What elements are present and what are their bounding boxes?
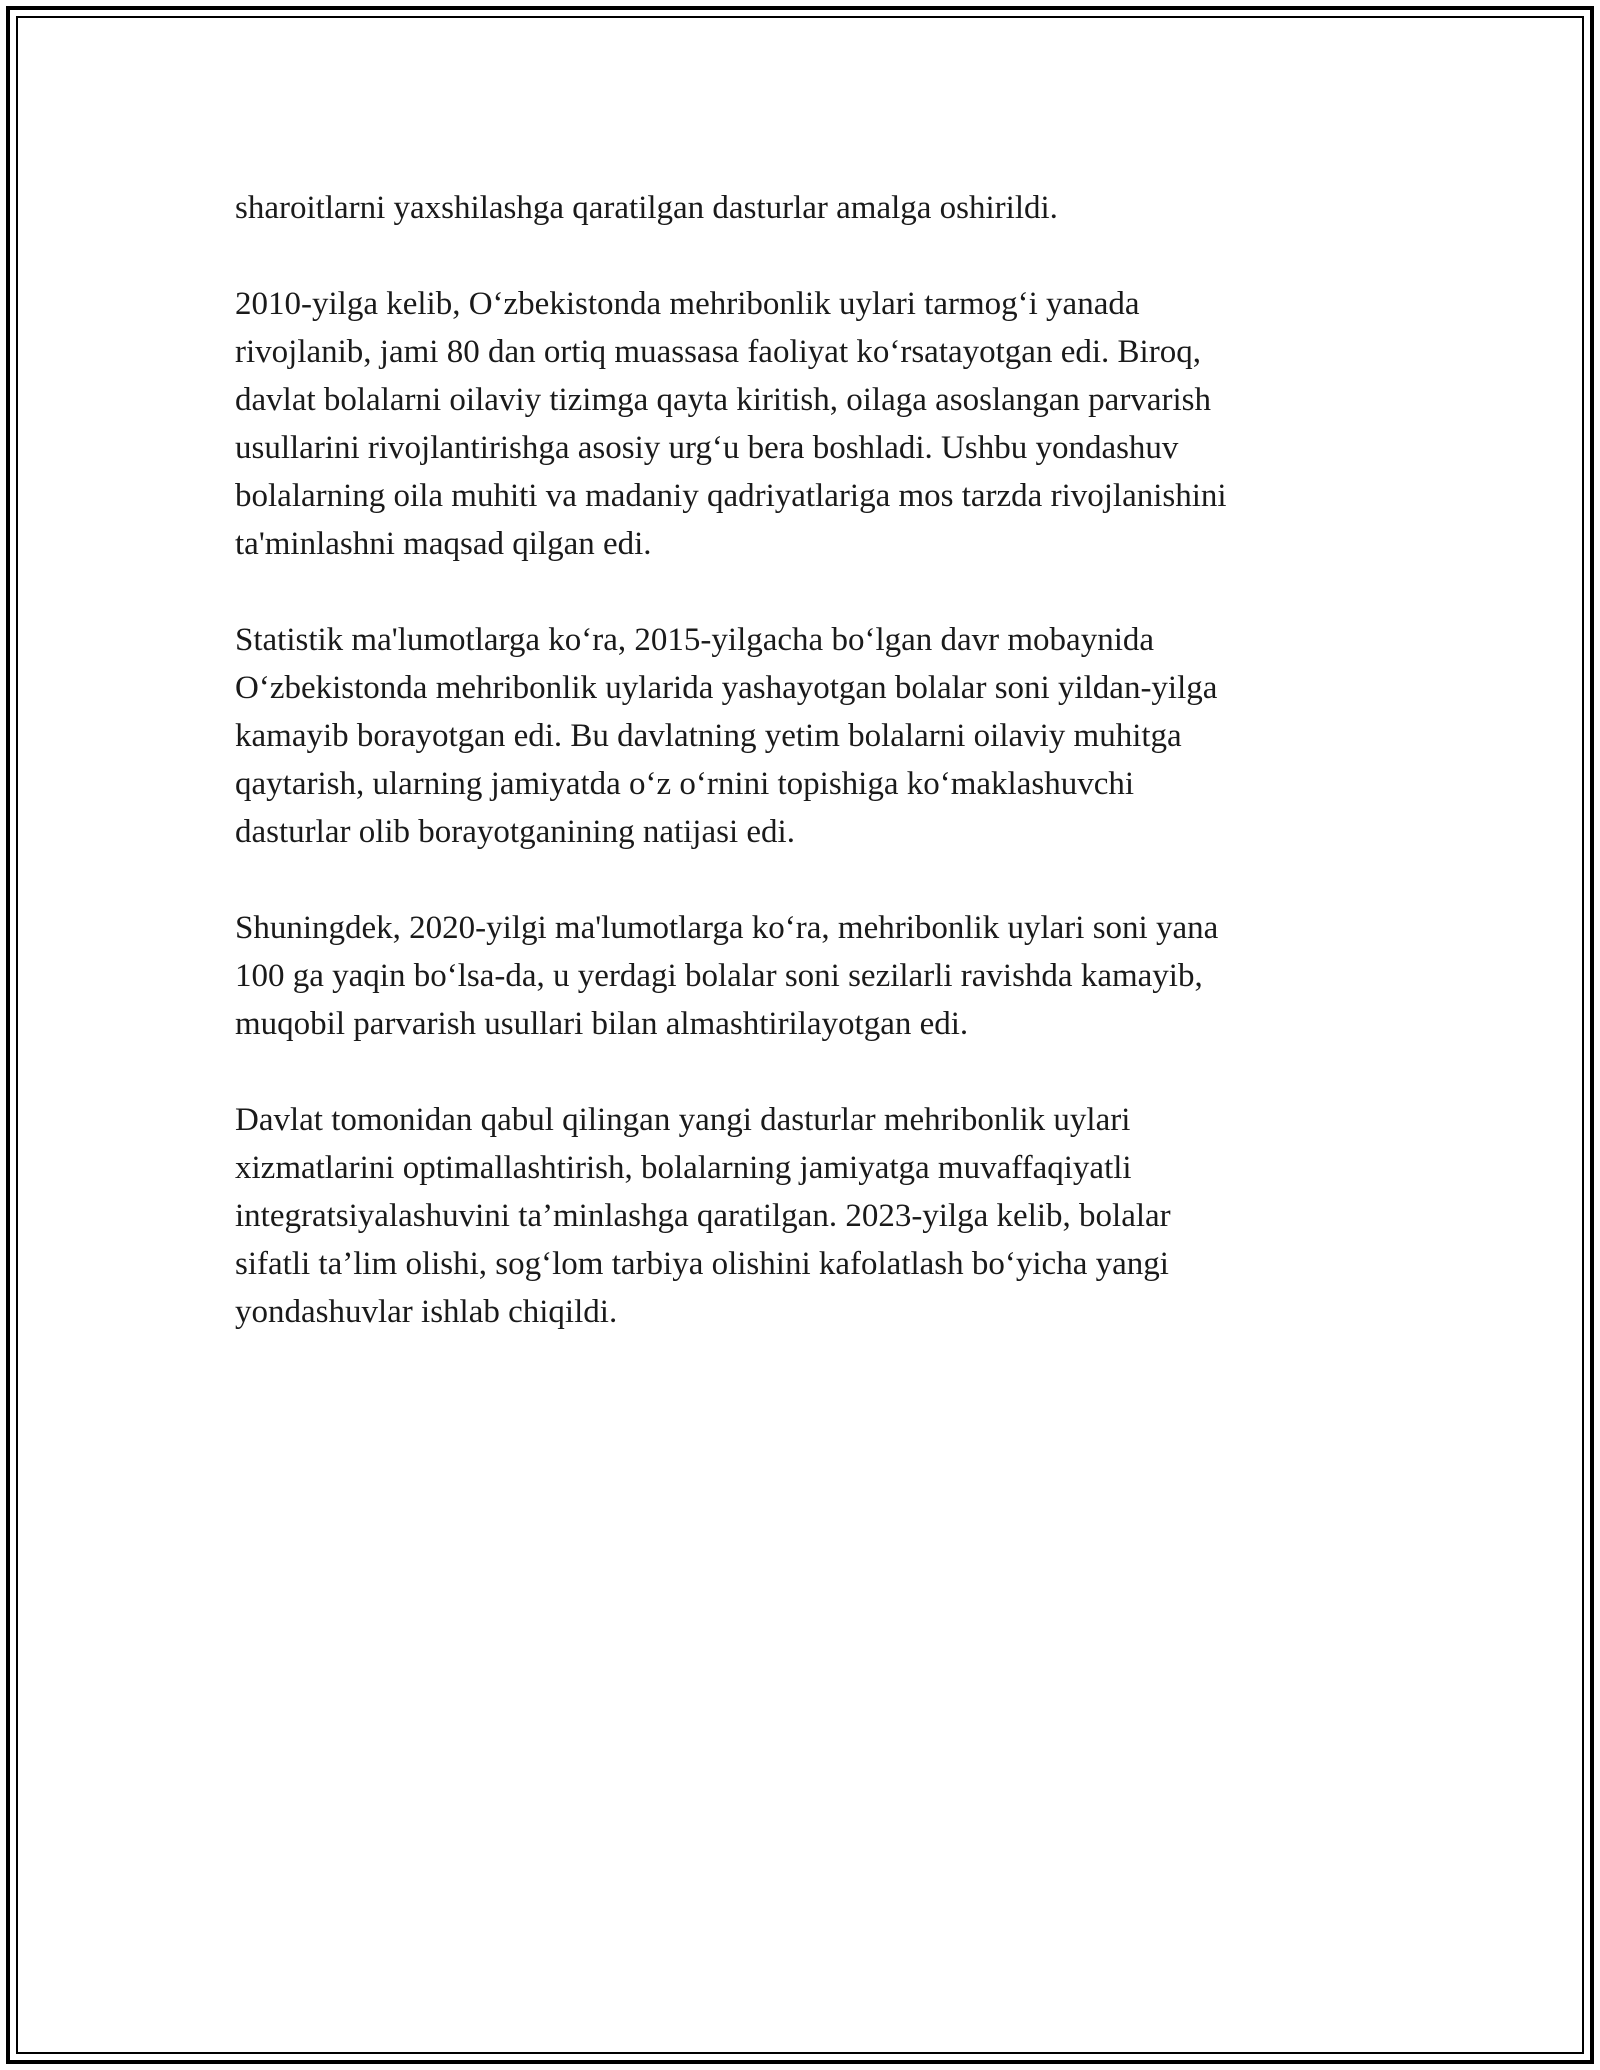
text-line: Davlat tomonidan qabul qilingan yangi dasturlar mehribonlik uylari [235,1102,1131,1138]
paragraph-5 [235,1096,1385,1336]
paragraph-1 [235,184,1385,232]
text-line: Shuningdek, 2020-yilgi ma'lumotlarga ko‘ra, mehribonlik uylari soni yana [235,910,1219,946]
text-line: qaytarish, ularning jamiyatda o‘z o‘rnini topishiga ko‘maklashuvchi [235,766,1135,802]
document-body [235,184,1385,1384]
text-line: xizmatlarini optimallashtirish, bolalarning jamiyatga muvaffaqiyatli [235,1150,1132,1186]
text-line: ta'minlashni maqsad qilgan edi. [235,526,652,562]
text-line: kamayib borayotgan edi. Bu davlatning yetim bolalarni oilaviy muhitga [235,718,1182,754]
text-line: dasturlar olib borayotganining natijasi edi. [235,814,795,850]
text-line: davlat bolalarni oilaviy tizimga qayta kiritish, oilaga asoslangan parvarish [235,382,1211,418]
text-line: usullarini rivojlantirishga asosiy urg‘u bera boshladi. Ushbu yondashuv [235,430,1179,466]
paragraph-3 [235,616,1385,856]
text-line: Statistik ma'lumotlarga ko‘ra, 2015-yilgacha bo‘lgan davr mobaynida [235,622,1155,658]
text-line: muqobil parvarish usullari bilan almashtirilayotgan edi. [235,1006,969,1042]
text-line: bolalarning oila muhiti va madaniy qadriyatlariga mos tarzda rivojlanishini [235,478,1227,514]
text-line: rivojlanib, jami 80 dan ortiq muassasa faoliyat ko‘rsatayotgan edi. Biroq, [235,334,1201,370]
text-line: integratsiyalashuvini ta’minlashga qaratilgan. 2023-yilga kelib, bolalar [235,1198,1171,1234]
text-line: 100 ga yaqin bo‘lsa-da, u yerdagi bolalar soni sezilarli ravishda kamayib, [235,958,1203,994]
text-line: 2010-yilga kelib, O‘zbekistonda mehribonlik uylari tarmog‘i yanada [235,286,1140,322]
paragraph-2 [235,280,1385,568]
text-line: sharoitlarni yaxshilashga qaratilgan dasturlar amalga oshirildi. [235,190,1058,226]
paragraph-4 [235,904,1385,1048]
text-line: sifatli ta’lim olishi, sog‘lom tarbiya olishini kafolatlash bo‘yicha yangi [235,1246,1169,1282]
text-line: O‘zbekistonda mehribonlik uylarida yashayotgan bolalar soni yildan-yilga [235,670,1218,706]
text-line: yondashuvlar ishlab chiqildi. [235,1294,618,1330]
